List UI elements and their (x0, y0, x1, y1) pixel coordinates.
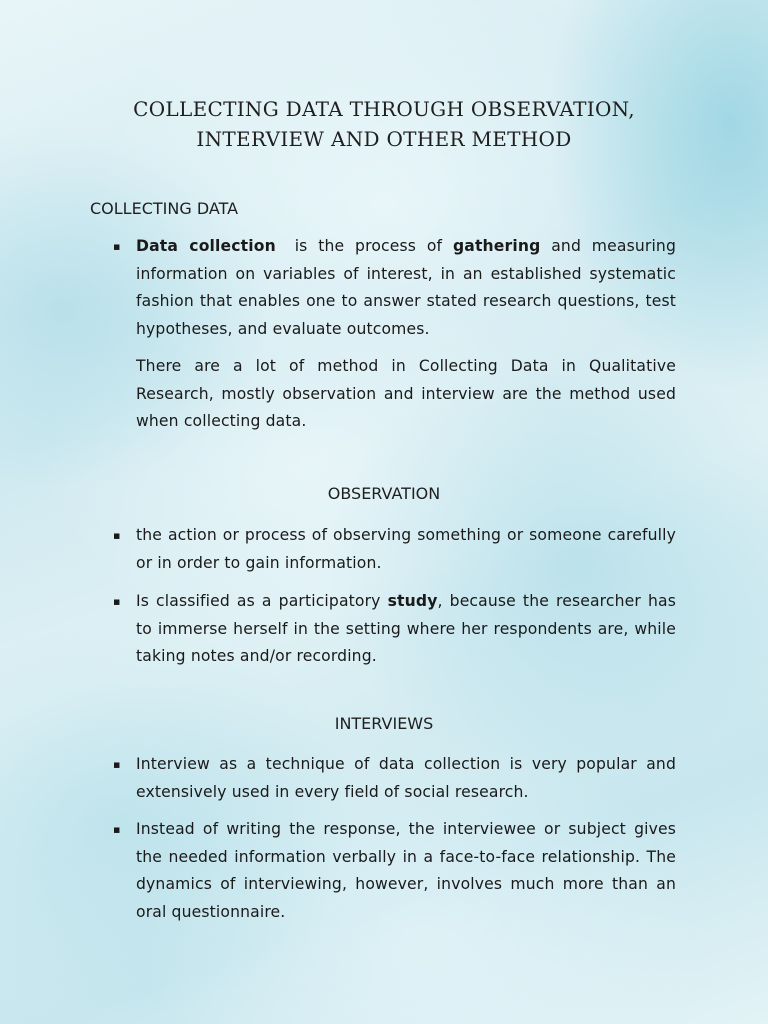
section-heading-observation: OBSERVATION (327, 484, 441, 503)
paragraph-observation-definition: the action or process of observing something or someone carefully or in order to gain information. (136, 526, 676, 572)
bullet-icon: ▪ (113, 240, 121, 253)
bullet-icon: ▪ (113, 529, 121, 542)
bullet-icon: ▪ (113, 823, 121, 836)
emphasis-gathering: gathering (452, 237, 541, 255)
term-data-collection: Data collection (136, 237, 276, 255)
paragraph-observation-participatory (136, 588, 676, 671)
title-line-2: INTERVIEW AND OTHER METHOD (196, 127, 572, 151)
document-title (60, 94, 708, 154)
paragraph-text: Is classified as a participatory (136, 592, 381, 610)
paragraph-methods-note: There are a lot of method in Collecting Data in Qualitative Research, mostly observation and interview are the method used when collecting data. (136, 357, 676, 430)
paragraph-text: and measuring information on variables of interest, in an established systematic fashion that enables one to answer stated research questions, test hypotheses, and evaluate outcomes. (136, 237, 677, 338)
paragraph-text: is the process of (294, 237, 443, 255)
paragraph-text: , because the researcher has to immerse herself in the setting where her respondents are, while taking notes and/or recording. (136, 592, 676, 665)
paragraph-interview-dynamics: Instead of writing the response, the interviewee or subject gives the needed information verbally in a face-to-face relationship. The dynamics of interviewing, however, involves much more than an oral questionnaire. (136, 820, 676, 921)
paragraph-data-collection (136, 233, 676, 343)
title-line-1: COLLECTING DATA THROUGH OBSERVATION, (133, 97, 635, 121)
bullet-icon: ▪ (113, 595, 121, 608)
paragraph-interview-technique: Interview as a technique of data collection is very popular and extensively used in every field of social research. (136, 755, 676, 801)
section-heading-collecting-data: COLLECTING DATA (90, 199, 239, 218)
bullet-icon: ▪ (113, 758, 121, 771)
emphasis-study: study (387, 592, 438, 610)
section-heading-interviews: INTERVIEWS (334, 714, 434, 733)
